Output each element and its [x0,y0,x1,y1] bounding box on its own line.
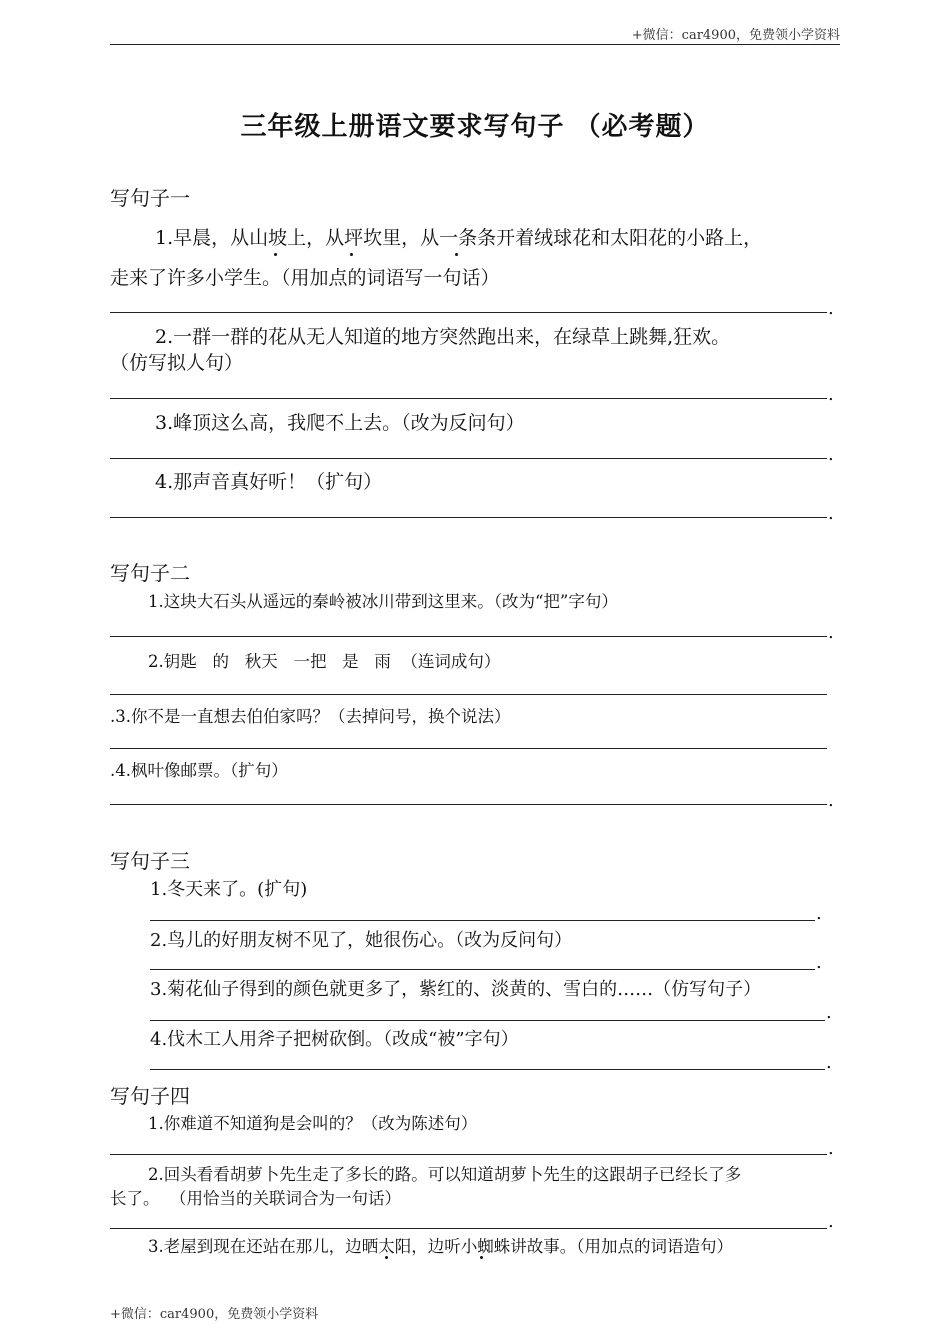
question-3-1: 1.冬天来了。(扩句) [150,879,308,900]
question-1-4: 4.那声音真好听！（扩句） [155,471,383,493]
answer-line[interactable] [110,1228,827,1229]
answer-line-end-dot: . [816,952,822,973]
section-heading-1: 写句子一 [110,186,190,210]
question-1-3: 3.峰顶这么高，我爬不上去。（改为反问句） [155,412,525,434]
answer-line-end-dot: . [828,1211,834,1232]
section-heading-2: 写句子二 [110,561,190,585]
question-1-1-line1: 1.早晨，从山坡上，从坪坎里，从一条条开着绒球花和太阳花的小路上， [155,227,763,249]
answer-line[interactable] [110,694,827,695]
question-2-2: 2.钥匙 的 秋天 一把 是 雨 （连词成句） [148,652,501,671]
question-4-2-line1: 2.回头看看胡萝卜先生走了多长的路。可以知道胡萝卜先生的这跟胡子已经长了多 [148,1165,742,1184]
question-1-2-line1: 2.一群一群的花从无人知道的地方突然跑出来，在绿草上跳舞,狂欢。 [155,326,731,348]
question-1-1-line2: 走来了许多小学生。（用加点的词语写一句话） [110,267,500,289]
question-4-1: 1.你难道不知道狗是会叫的？（改为陈述句） [148,1114,478,1133]
answer-line[interactable] [150,1020,825,1021]
emphasis-dot [455,253,458,256]
answer-line-end-dot: . [828,622,834,643]
section-heading-4: 写句子四 [110,1084,190,1108]
question-4-3: 3.老屋到现在还站在那儿，边晒太阳，边听小蜘蛛讲故事。（用加点的词语造句） [148,1237,733,1256]
emphasis-dot [350,253,353,256]
answer-line-end-dot: . [828,298,834,319]
emphasis-dot [480,1256,483,1259]
question-1-2-line2: （仿写拟人句） [110,352,244,374]
answer-line[interactable] [110,517,827,518]
answer-line[interactable] [110,748,827,749]
answer-line[interactable] [110,1154,827,1155]
answer-line-end-dot: . [828,384,834,405]
question-4-2-line2: 长了。 （用恰当的关联词合为一句话） [110,1189,401,1208]
section-heading-3: 写句子三 [110,849,190,873]
question-2-1: 1.这块大石头从遥远的秦岭被冰川带到这里来。（改为“把”字句） [148,592,618,611]
page-title: 三年级上册语文要求写句子 （必考题） [240,112,710,142]
footer-note: +微信：car4900，免费领小学资料 [110,1307,319,1322]
question-3-2: 2.鸟儿的好朋友树不见了，她很伤心。（改为反问句） [150,930,573,951]
question-3-4: 4.伐木工人用斧子把树砍倒。（改成“被”字句） [150,1029,519,1050]
question-2-3: .3.你不是一直想去伯伯家吗？（去掉问号，换个说法） [110,707,511,726]
answer-line-end-dot: . [826,1052,832,1073]
answer-line-end-dot: . [828,503,834,524]
answer-line-end-dot: . [828,1138,834,1159]
question-2-4: .4.枫叶像邮票。（扩句） [110,761,288,780]
header-divider [110,44,840,45]
answer-line-end-dot: . [816,903,822,924]
emphasis-dot [385,1256,388,1259]
question-3-3: 3.菊花仙子得到的颜色就更多了，紫红的、淡黄的、雪白的……（仿写句子） [150,979,762,1000]
answer-line[interactable] [110,804,827,805]
answer-line-end-dot: . [828,790,834,811]
answer-line[interactable] [110,398,827,399]
answer-line[interactable] [110,458,827,459]
answer-line[interactable] [110,636,827,637]
answer-line[interactable] [150,969,815,970]
answer-line[interactable] [150,920,815,921]
answer-line[interactable] [110,312,827,313]
answer-line-end-dot: . [826,1002,832,1023]
answer-line-end-dot: . [828,444,834,465]
header-note: +微信：car4900，免费领小学资料 [631,28,840,43]
answer-line[interactable] [150,1069,825,1070]
emphasis-dot [274,253,277,256]
